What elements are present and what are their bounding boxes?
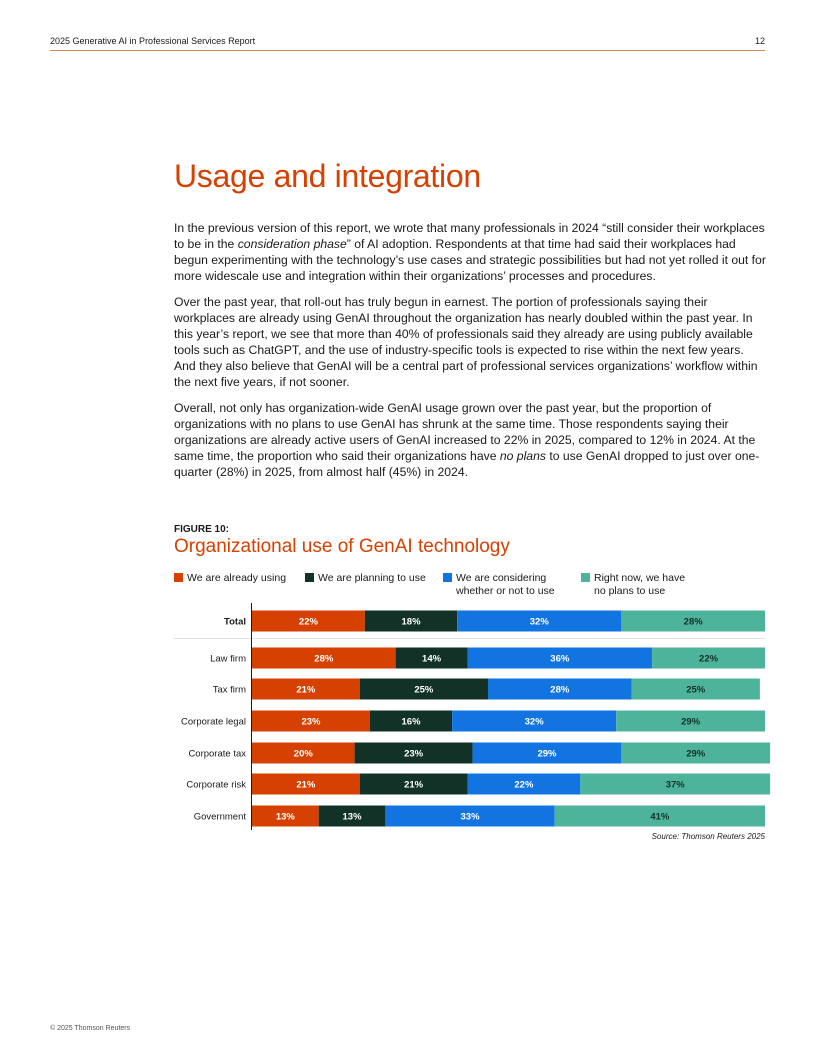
paragraph-1-part-b: ” of AI adoption. Respondents at that time had said their workplaces had begun experimenting with the technology’s use cases and strategic possibilities but had not yet rolled it out for more widescale use and integration within their organizations’ processes and procedures. — [174, 237, 766, 283]
report-title: 2025 Generative AI in Professional Services Report — [50, 36, 256, 46]
data-label: 21% — [296, 779, 316, 791]
copyright-footer: © 2025 Thomson Reuters — [50, 1025, 131, 1032]
data-label: 25% — [686, 684, 706, 696]
category-label: Corporate legal — [181, 716, 246, 728]
data-label: 22% — [514, 779, 534, 791]
paragraph-3-part-b: to use GenAI dropped to just over one-quarter (28%) in 2025, from almost half (45%) in 2024. — [174, 449, 760, 479]
data-label: 23% — [301, 716, 321, 728]
data-label: 22% — [699, 653, 719, 665]
data-label: 23% — [404, 748, 424, 760]
data-label: 16% — [401, 716, 421, 728]
data-label: 28% — [683, 616, 703, 628]
category-label: Law firm — [210, 653, 246, 665]
data-label: 22% — [298, 616, 318, 628]
data-label: 41% — [650, 811, 670, 823]
data-label: 28% — [314, 653, 334, 665]
data-label: 28% — [550, 684, 570, 696]
data-label: 18% — [401, 616, 421, 628]
legend-line: We are planning to use — [318, 572, 426, 584]
category-label: Tax firm — [212, 684, 246, 696]
data-label: 29% — [681, 716, 701, 728]
category-label: Government — [193, 811, 246, 823]
data-label: 37% — [665, 779, 685, 791]
data-label: 25% — [414, 684, 434, 696]
category-label: Corporate risk — [186, 779, 246, 791]
data-label: 13% — [275, 811, 295, 823]
page-number: 12 — [754, 36, 765, 46]
legend-line: Right now, we have — [594, 572, 686, 584]
data-label: 14% — [422, 653, 442, 665]
data-label: 29% — [537, 748, 557, 760]
figure-title: Organizational use of GenAI technology — [174, 536, 510, 557]
data-label: 13% — [342, 811, 362, 823]
data-label: 21% — [404, 779, 424, 791]
figure-label: FIGURE 10: — [174, 524, 230, 535]
data-label: 29% — [686, 748, 706, 760]
legend-line: no plans to use — [594, 585, 666, 597]
paragraph-1-emphasis: consideration phase — [237, 237, 347, 251]
paragraph-2: Over the past year, that roll-out has truly begun in earnest. The portion of professionals saying their workplaces are already using GenAI throughout the organization has nearly doubled within the past year. In this year’s report, we see that more than 40% of professionals said they already are using publicly available tools such as ChatGPT, and the use of industry-specific tools is expected to rise within the next few years. And they also believe that GenAI will be a central part of professional services organizations’ workflow within the next five years, if not sooner. — [174, 295, 758, 389]
paragraph-3-part-a: Overall, not only has organization-wide GenAI usage grown over the past year, but the proportion of organizations with no plans to use GenAI has shrunk at the same time. Those respondents saying their organizations are already active users of GenAI increased to 22% in 2025, compared to 12% in 2024. At the same time, the proportion who said their organizations have — [174, 401, 756, 463]
category-label: Corporate tax — [188, 748, 246, 760]
paragraph-1-part-a: In the previous version of this report, we wrote that many professionals in 2024 “still consider their workplaces to be in the — [174, 221, 765, 251]
data-label: 32% — [529, 616, 549, 628]
paragraph-3-emphasis: no plans — [499, 449, 546, 463]
legend-line: We are considering — [456, 572, 547, 584]
data-label: 32% — [524, 716, 544, 728]
data-label: 21% — [296, 684, 316, 696]
data-label: 20% — [293, 748, 313, 760]
legend-line: We are already using — [187, 572, 287, 584]
data-label: 36% — [550, 653, 570, 665]
data-label: 33% — [460, 811, 480, 823]
legend-line: whether or not to use — [456, 585, 555, 597]
category-label: Total — [224, 616, 246, 628]
source-note: Source: Thomson Reuters 2025 — [651, 832, 765, 841]
section-title: Usage and integration — [174, 158, 481, 194]
